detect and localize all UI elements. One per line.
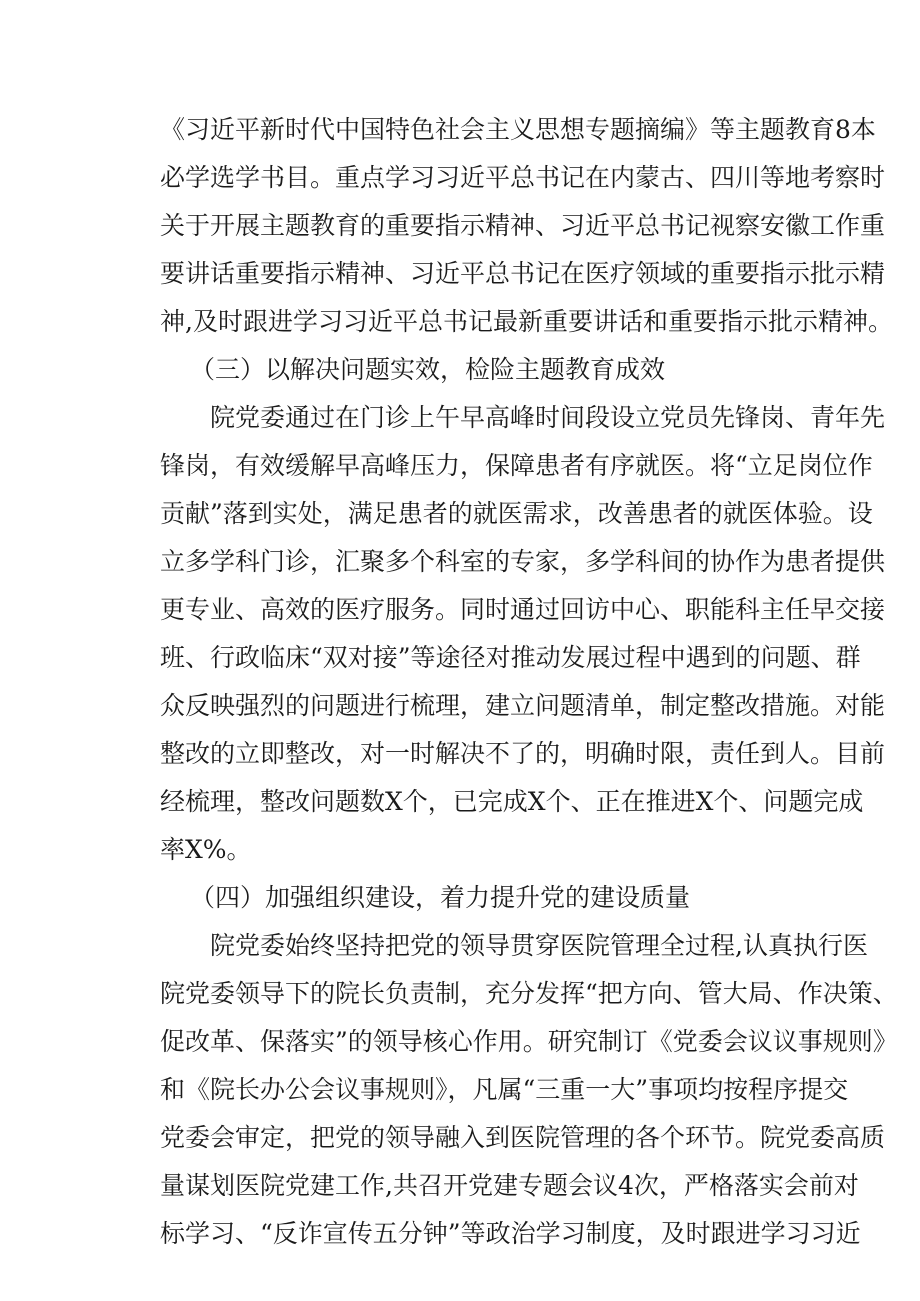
text-line: 经梳理，整改问题数X个，已完成X个、正在推进X个、问题完成 (160, 787, 864, 816)
text-line: 更专业、高效的医疗服务。同时通过回访中心、职能科主任早交接 (160, 595, 886, 624)
text-line: 率X%。 (160, 835, 252, 864)
text-line: 《习近平新时代中国特色社会主义思想专题摘编》等主题教育8本 (160, 115, 876, 144)
text-line: 众反映强烈的问题进行梳理，建立问题清单，制定整改措施。对能 (160, 691, 886, 720)
text-line: 标学习、“反诈宣传五分钟”等政治学习制度，及时跟进学习习近 (160, 1219, 861, 1248)
text-line: 要讲话重要指示精神、习近平总书记在医疗领域的重要指示批示精 (160, 259, 886, 288)
text-line: 量谋划医院党建工作,共召开党建专题会议4次，严格落实会前对 (160, 1171, 859, 1200)
text-line: 贡献”落到实处，满足患者的就医需求，改善患者的就医体验。设 (160, 499, 873, 528)
text-line: 院党委领导下的院长负责制，充分发挥“把方向、管大局、作决策、 (160, 979, 898, 1008)
text-line: 党委会审定，把党的领导融入到医院管理的各个环节。院党委高质 (160, 1123, 886, 1152)
text-line: 神,及时跟进学习习近平总书记最新重要讲话和重要指示批示精神。 (160, 307, 893, 336)
text-line: 和《院长办公会议事规则》，凡属“三重一大”事项均按程序提交 (160, 1075, 849, 1104)
text-line: 立多学科门诊，汇聚多个科室的专家，多学科间的协作为患者提供 (160, 547, 886, 576)
paragraph-first-line: 院党委通过在门诊上午早高峰时间段设立党员先锋岗、青年先 (210, 403, 886, 432)
text-line: 关于开展主题教育的重要指示精神、习近平总书记视察安徽工作重 (160, 211, 886, 240)
text-line: 整改的立即整改，对一时解决不了的，明确时限，责任到人。目前 (160, 739, 886, 768)
text-line: 锋岗，有效缓解早高峰压力，保障患者有序就医。将“立足岗位作 (160, 451, 873, 480)
section-heading-4: （四）加强组织建设，着力提升党的建设质量 (190, 883, 691, 912)
text-line: 促改革、保落实”的领导核心作用。研究制订《党委会议议事规则》 (160, 1027, 898, 1056)
text-line: 必学选学书目。重点学习习近平总书记在内蒙古、四川等地考察时 (160, 163, 886, 192)
section-heading-3: （三）以解决问题实效，检险主题教育成效 (190, 355, 666, 384)
paragraph-first-line: 院党委始终坚持把党的领导贯穿医院管理全过程,认真执行医 (210, 931, 868, 960)
text-line: 班、行政临床“双对接”等途径对推动发展过程中遇到的问题、群 (160, 643, 861, 672)
